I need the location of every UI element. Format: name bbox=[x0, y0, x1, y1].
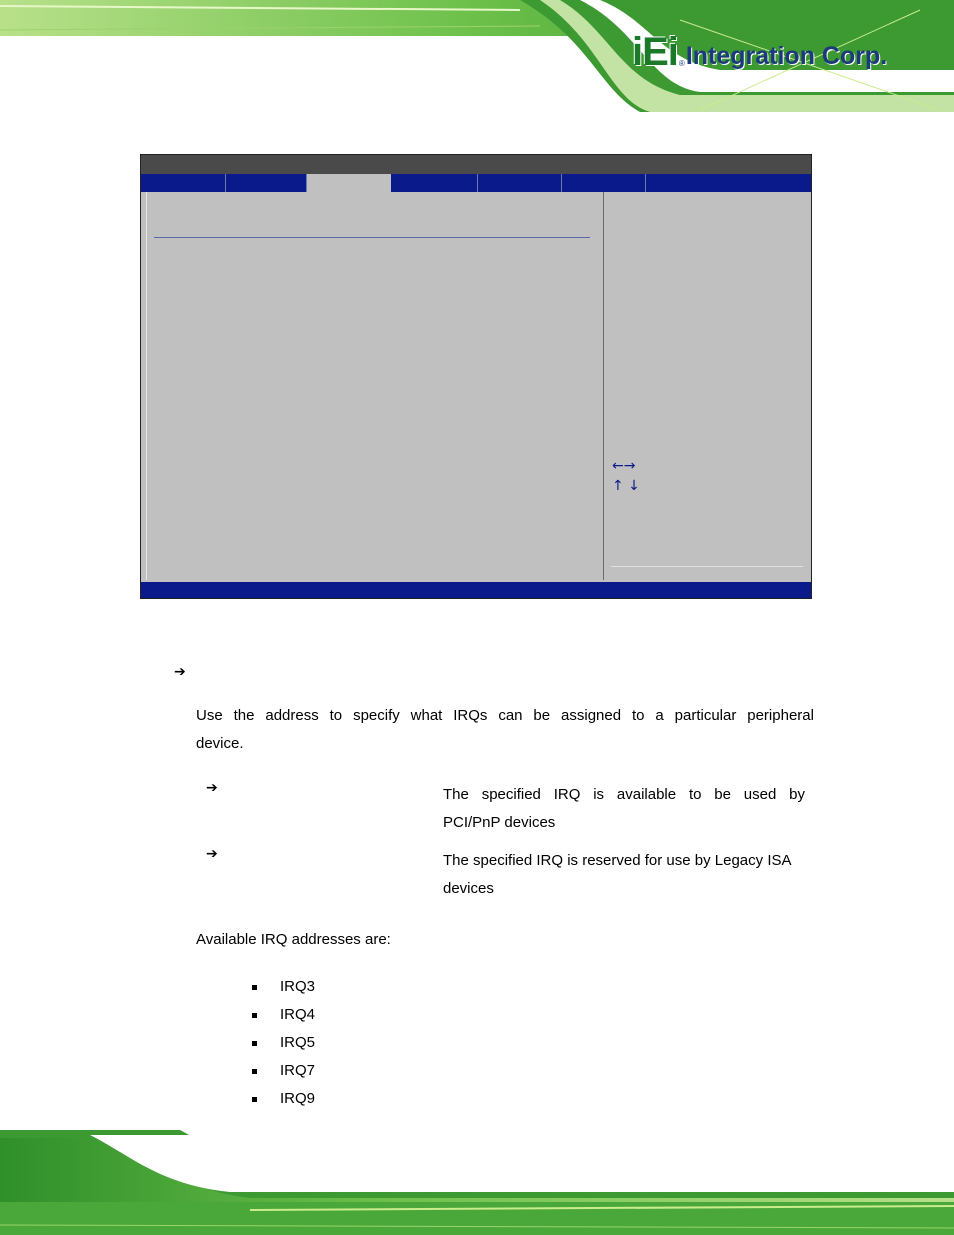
logo-corp-name: Integration Corp. bbox=[685, 42, 888, 70]
section-arrow-icon: ➔ bbox=[174, 664, 186, 680]
intro-word: assigned bbox=[561, 707, 622, 724]
registered-mark: ® bbox=[678, 59, 685, 68]
option1-word: by bbox=[789, 786, 805, 803]
bullet-square-icon bbox=[252, 1069, 257, 1074]
list-item bbox=[252, 1001, 315, 1029]
intro-word: specify bbox=[353, 707, 400, 724]
option1-line-2: PCI/PnP devices bbox=[443, 814, 556, 831]
intro-word: IRQs bbox=[453, 707, 488, 724]
bios-tab-main[interactable] bbox=[141, 174, 226, 192]
arrow-left-right-icon: ←→ bbox=[612, 458, 636, 474]
available-irq-label: Available IRQ addresses are: bbox=[196, 931, 391, 948]
help-keys bbox=[612, 456, 640, 496]
option1-word: IRQ bbox=[553, 786, 581, 803]
option1-word: specified bbox=[481, 786, 541, 803]
bios-tab-security[interactable] bbox=[478, 174, 562, 192]
bullet-square-icon bbox=[252, 985, 257, 990]
arrow-up-down-icon: ↑ ↓ bbox=[612, 478, 640, 494]
intro-word: particular bbox=[674, 707, 737, 724]
bios-help-panel bbox=[603, 192, 811, 580]
footer-banner bbox=[0, 1130, 954, 1235]
option2-line-2: devices bbox=[443, 880, 494, 897]
irq-label: IRQ5 bbox=[280, 1034, 316, 1051]
bios-tab-chipset[interactable] bbox=[562, 174, 646, 192]
intro-word: can bbox=[498, 707, 523, 724]
option2-description bbox=[443, 847, 823, 903]
list-item bbox=[252, 1057, 315, 1085]
help-separator bbox=[611, 566, 803, 567]
intro-word: a bbox=[655, 707, 664, 724]
intro-paragraph bbox=[196, 702, 814, 758]
option1-arrow-icon: ➔ bbox=[206, 780, 218, 796]
brand-logo bbox=[632, 28, 887, 72]
irq-label: IRQ7 bbox=[280, 1062, 316, 1079]
irq-list bbox=[252, 973, 315, 1113]
intro-line-2: device. bbox=[196, 735, 244, 752]
option1-word: be bbox=[714, 786, 731, 803]
irq-label: IRQ3 bbox=[280, 978, 316, 995]
option2-line-1: The specified IRQ is reserved for use by Legacy ISA bbox=[443, 852, 792, 869]
option1-word: The bbox=[443, 786, 469, 803]
bios-screen bbox=[140, 154, 812, 599]
bullet-square-icon bbox=[252, 1013, 257, 1018]
bios-title-bar bbox=[141, 155, 811, 174]
option2-arrow-icon: ➔ bbox=[206, 846, 218, 862]
intro-line-1 bbox=[196, 702, 814, 730]
logo-mark: iEi bbox=[632, 30, 678, 74]
option1-word: is bbox=[593, 786, 605, 803]
intro-word: to bbox=[329, 707, 343, 724]
intro-word: address bbox=[265, 707, 319, 724]
intro-word: peripheral bbox=[747, 707, 814, 724]
bullet-square-icon bbox=[252, 1041, 257, 1046]
bullet-square-icon bbox=[252, 1097, 257, 1102]
intro-word: the bbox=[233, 707, 255, 724]
option1-description bbox=[443, 781, 805, 837]
option1-word: available bbox=[616, 786, 677, 803]
intro-word: what bbox=[410, 707, 443, 724]
option1-line-1 bbox=[443, 781, 805, 809]
irq-label: IRQ9 bbox=[280, 1090, 316, 1107]
bios-status-bar bbox=[141, 582, 811, 598]
bios-main-panel bbox=[146, 192, 602, 580]
intro-word: to bbox=[631, 707, 645, 724]
irq-label: IRQ4 bbox=[280, 1006, 316, 1023]
option1-word: used bbox=[743, 786, 777, 803]
list-item bbox=[252, 1029, 315, 1057]
bios-tab-pcipnp[interactable] bbox=[307, 174, 391, 192]
list-item bbox=[252, 1085, 315, 1113]
intro-word: be bbox=[533, 707, 551, 724]
bios-tab-advanced[interactable] bbox=[226, 174, 307, 192]
header-banner bbox=[0, 0, 954, 115]
bios-tab-boot[interactable] bbox=[391, 174, 478, 192]
bios-separator bbox=[154, 237, 590, 238]
option1-word: to bbox=[688, 786, 702, 803]
bios-menu-bar bbox=[141, 174, 811, 192]
intro-word: Use bbox=[196, 707, 223, 724]
list-item bbox=[252, 973, 315, 1001]
